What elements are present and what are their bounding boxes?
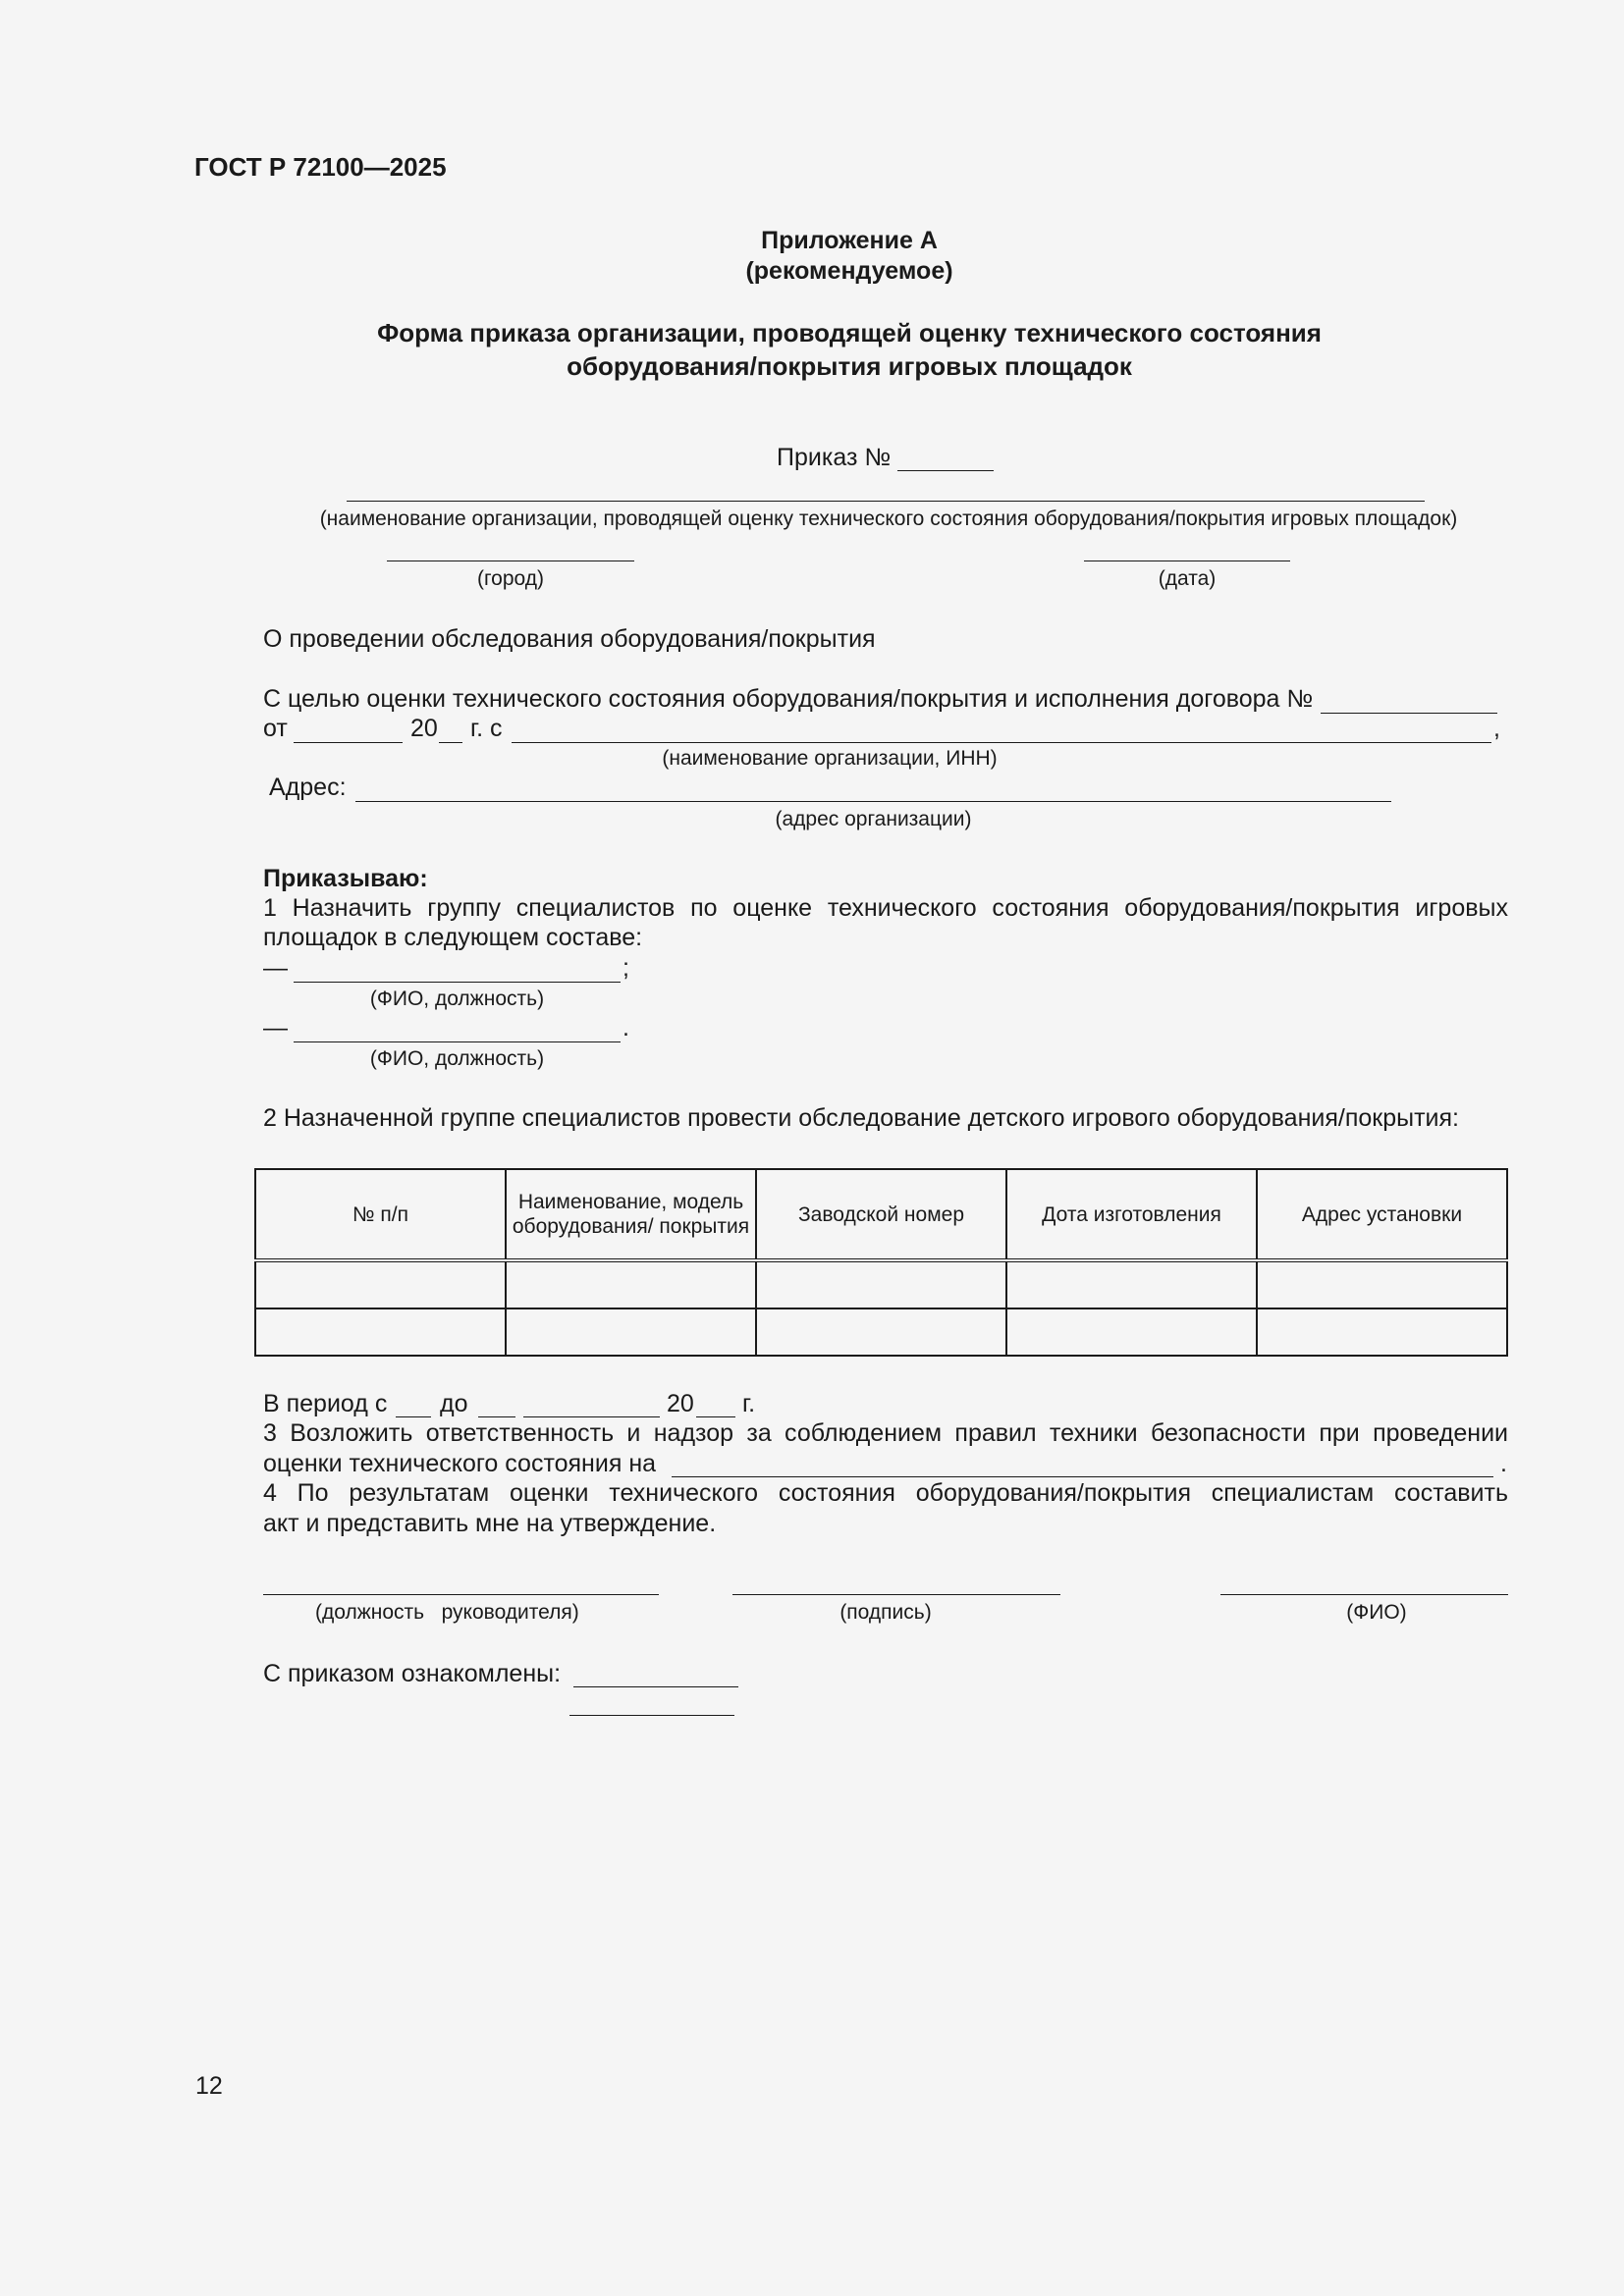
acquainted-label: С приказом ознакомлены: bbox=[263, 1660, 562, 1687]
order-number-field[interactable] bbox=[897, 470, 994, 471]
header-cell-number: № п/п bbox=[255, 1169, 506, 1260]
table-header-row bbox=[255, 1169, 1507, 1260]
address-label: Адрес: bbox=[269, 774, 347, 801]
year-prefix: 20 bbox=[410, 715, 438, 742]
item1-line2: площадок в следующем составе: bbox=[263, 924, 643, 951]
period-from-day-field[interactable] bbox=[396, 1416, 431, 1417]
organization-name-field[interactable] bbox=[347, 501, 1425, 502]
contractor-comma: , bbox=[1493, 715, 1500, 742]
header-cell-address: Адрес установки bbox=[1257, 1169, 1507, 1260]
manager-name-caption: (ФИО) bbox=[1346, 1601, 1407, 1624]
form-title-line2: оборудования/покрытия игровых площадок bbox=[567, 351, 1132, 381]
standard-number: ГОСТ Р 72100—2025 bbox=[194, 152, 447, 182]
contract-number-field[interactable] bbox=[1321, 713, 1497, 714]
manager-position-field[interactable] bbox=[263, 1594, 659, 1595]
form-title-line1: Форма приказа организации, проводящей оценку технического состояния bbox=[377, 318, 1322, 347]
table-cell[interactable] bbox=[506, 1260, 756, 1308]
item4-line2: акт и представить мне на утверждение. bbox=[263, 1510, 717, 1537]
order-number-label: Приказ № bbox=[777, 444, 892, 471]
period-to-day-field[interactable] bbox=[478, 1416, 515, 1417]
manager-signature-caption: (подпись) bbox=[839, 1601, 932, 1624]
table-cell[interactable] bbox=[1006, 1308, 1257, 1356]
manager-name-field[interactable] bbox=[1220, 1594, 1508, 1595]
item3-line2: оценки технического состояния на bbox=[263, 1450, 657, 1477]
from-label: от bbox=[263, 715, 288, 742]
period-year-prefix: 20 bbox=[667, 1390, 694, 1417]
city-caption: (город) bbox=[476, 567, 544, 590]
member1-semicolon: ; bbox=[623, 954, 629, 982]
equipment-table bbox=[254, 1168, 1508, 1357]
table-row bbox=[255, 1308, 1507, 1356]
table-cell[interactable] bbox=[255, 1308, 506, 1356]
address-caption: (адрес организации) bbox=[775, 808, 972, 830]
header-cell-date: Дота изготовления bbox=[1006, 1169, 1257, 1260]
table-cell[interactable] bbox=[255, 1260, 506, 1308]
period-from-label: В период с bbox=[263, 1390, 388, 1417]
table-cell[interactable] bbox=[1006, 1260, 1257, 1308]
item3-end: . bbox=[1500, 1450, 1507, 1477]
year-suffix: г. с bbox=[470, 715, 503, 742]
purpose-line1: С целью оценки технического состояния оборудования/покрытия и исполнения договора № bbox=[263, 685, 1314, 713]
table-cell[interactable] bbox=[1257, 1308, 1507, 1356]
period-to-label: до bbox=[440, 1390, 468, 1417]
page-number: 12 bbox=[195, 2072, 223, 2100]
table-cell[interactable] bbox=[1257, 1260, 1507, 1308]
responsible-person-field[interactable] bbox=[672, 1476, 1493, 1477]
acquainted-signature-field-2[interactable] bbox=[569, 1715, 734, 1716]
period-year-field[interactable] bbox=[696, 1416, 735, 1417]
date-caption: (дата) bbox=[1158, 567, 1217, 590]
org-inn-caption: (наименование организации, ИНН) bbox=[662, 747, 998, 770]
item2-text: 2 Назначенной группе специалистов провести обследование детского игрового оборудования/покрытия: bbox=[263, 1104, 1459, 1132]
address-field[interactable] bbox=[355, 801, 1391, 802]
contractor-name-field[interactable] bbox=[512, 742, 1491, 743]
order-subject: О проведении обследования оборудования/покрытия bbox=[263, 625, 876, 653]
period-year-suffix: г. bbox=[742, 1390, 756, 1417]
contract-year-field[interactable] bbox=[439, 742, 462, 743]
member2-caption: (ФИО, должность) bbox=[369, 1047, 545, 1070]
member1-caption: (ФИО, должность) bbox=[369, 988, 545, 1010]
table-cell[interactable] bbox=[756, 1260, 1006, 1308]
orders-heading: Приказываю: bbox=[263, 865, 428, 892]
item4-line1: 4 По результатам оценки технического состояния оборудования/покрытия специалистам составить bbox=[263, 1479, 1508, 1507]
appendix-status: (рекомендуемое) bbox=[745, 257, 953, 285]
member2-field[interactable] bbox=[294, 1041, 621, 1042]
contract-date-field[interactable] bbox=[294, 742, 403, 743]
header-cell-serial: Заводской номер bbox=[756, 1169, 1006, 1260]
member1-field[interactable] bbox=[294, 982, 621, 983]
header-cell-name: Наименование, модель оборудования/ покрытия bbox=[506, 1169, 756, 1260]
acquainted-signature-field-1[interactable] bbox=[573, 1686, 738, 1687]
table-cell[interactable] bbox=[506, 1308, 756, 1356]
manager-position-caption: (должность руководителя) bbox=[315, 1601, 579, 1624]
manager-signature-field[interactable] bbox=[732, 1594, 1060, 1595]
appendix-title: Приложение А bbox=[761, 227, 938, 254]
organization-caption: (наименование организации, проводящей оценку технического состояния оборудования/покрытия игровых площадок) bbox=[319, 507, 1458, 530]
table-row bbox=[255, 1260, 1507, 1308]
item1-line1: 1 Назначить группу специалистов по оценке технического состояния оборудования/покрытия игровых bbox=[263, 894, 1508, 922]
member1-dash: — bbox=[263, 954, 288, 982]
table-cell[interactable] bbox=[756, 1308, 1006, 1356]
period-month-field[interactable] bbox=[523, 1416, 660, 1417]
item3-line1: 3 Возложить ответственность и надзор за соблюдением правил техники безопасности при проведении bbox=[263, 1419, 1508, 1447]
member2-period: . bbox=[623, 1014, 629, 1041]
member2-dash: — bbox=[263, 1014, 288, 1041]
